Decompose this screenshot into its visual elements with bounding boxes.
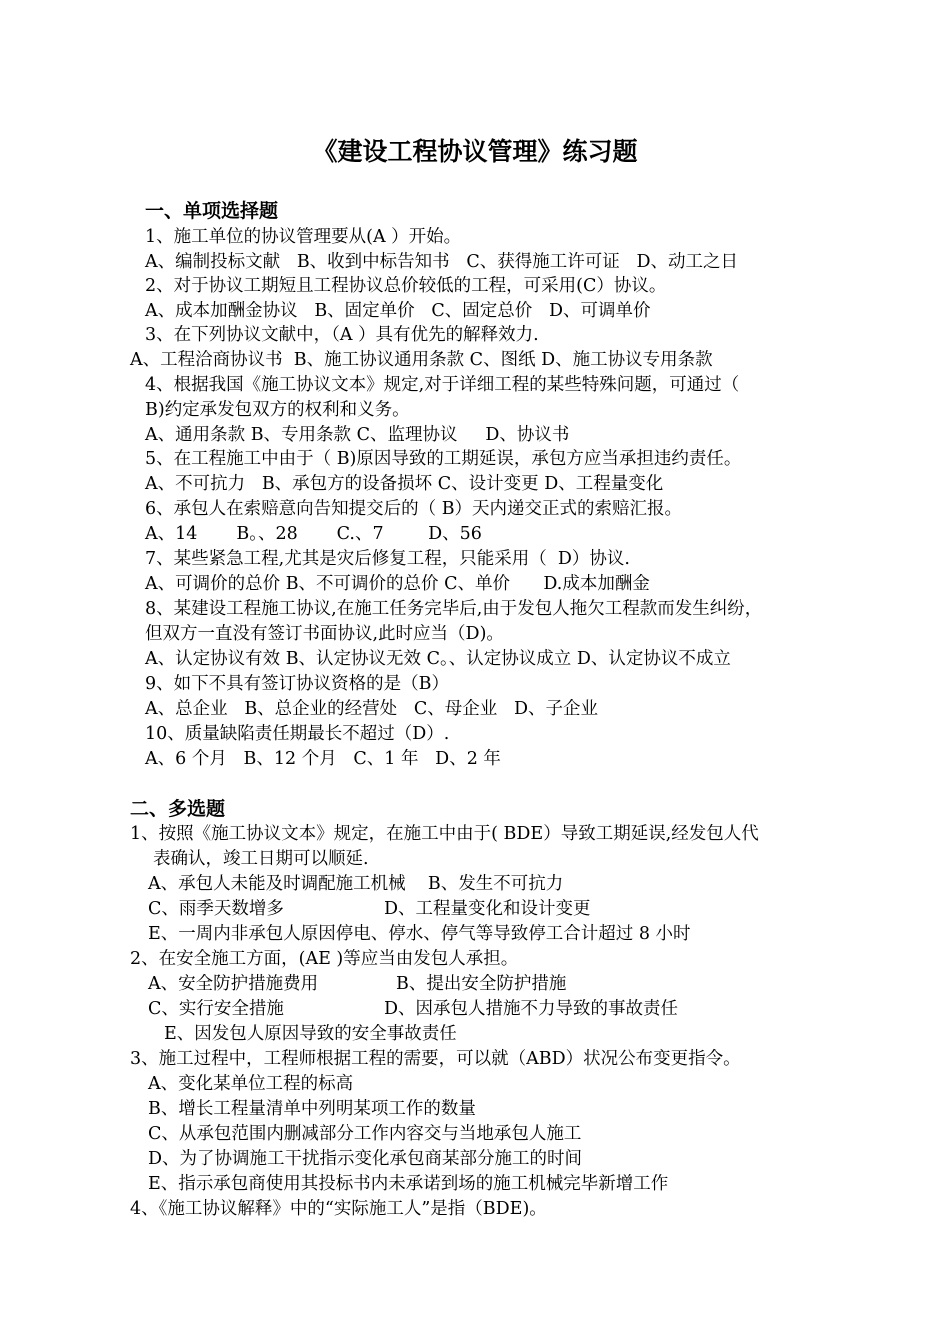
options-line: A、认定协议有效 B、认定协议无效 C。、认定协议成立 D、认定协议不成立 (145, 649, 731, 669)
options-line: B、增长工程量清单中列明某项工作的数量 (148, 1099, 476, 1119)
question-line: 2、在安全施工方面，(AE )等应当由发包人承担。 (130, 949, 519, 969)
question-line: 1、施工单位的协议管理要从(A ）开始。 (145, 227, 462, 247)
options-line: A、可调价的总价 B、不可调价的总价 C、单价 D.成本加酬金 (145, 574, 650, 594)
options-line: A、6 个月 B、12 个月 C、1 年 D、2 年 (145, 749, 501, 769)
options-line: E、指示承包商使用其投标书内未承诺到场的施工机械完毕新增工作 (148, 1174, 669, 1194)
question-line: 6、承包人在索赔意向告知提交后的（ B）天内递交正式的索赔汇报。 (145, 499, 683, 519)
options-line: D、为了协调施工干扰指示变化承包商某部分施工的时间 (148, 1149, 583, 1169)
options-line: E、一周内非承包人原因停电、停水、停气等导致停工合计超过 8 小时 (148, 924, 691, 944)
options-line: C、雨季天数增多 D、工程量变化和设计变更 (148, 899, 591, 919)
options-line: A、成本加酬金协议 B、固定单价 C、固定总价 D、可调单价 (145, 301, 651, 321)
question-line: 2、对于协议工期短且工程协议总价较低的工程，可采用(C）协议。 (145, 276, 667, 296)
question-line-continued: 表确认，竣工日期可以顺延. (153, 849, 369, 869)
question-line: 3、在下列协议文献中，（A ）具有优先的解释效力. (145, 325, 539, 345)
options-line: C、从承包范围内删减部分工作内容交与当地承包人施工 (148, 1124, 582, 1144)
section-heading-multiple-choice: 二、多选题 (130, 798, 226, 820)
question-line: 4、《施工协议解释》中的“实际施工人”是指（BDE)。 (130, 1199, 547, 1219)
question-line: 9、如下不具有签订协议资格的是（B） (145, 674, 449, 694)
question-line: 8、某建设工程施工协议,在施工任务完毕后,由于发包人拖欠工程款而发生纠纷， (145, 599, 763, 619)
options-line: A、承包人未能及时调配施工机械 B、发生不可抗力 (148, 874, 564, 894)
question-line-continued: B)约定承发包双方的权利和义务。 (145, 400, 410, 420)
options-line: A、总企业 B、总企业的经营处 C、母企业 D、子企业 (145, 699, 598, 719)
options-line: A、编制投标文献 B、收到中标告知书 C、获得施工许可证 D、动工之日 (145, 252, 738, 272)
options-line: A、工程洽商协议书 B、施工协议通用条款 C、图纸 D、施工协议专用条款 (130, 350, 713, 370)
options-line: A、14 B。、28 C.、7 D、56 (145, 524, 482, 544)
question-line: 4、根据我国《施工协议文本》规定,对于详细工程的某些特殊问题，可通过（ (145, 375, 740, 395)
options-line: A、变化某单位工程的标高 (148, 1074, 354, 1094)
question-line-continued: 但双方一直没有签订书面协议,此时应当（D)。 (145, 624, 504, 644)
options-line: C、实行安全措施 D、因承包人措施不力导致的事故责任 (148, 999, 679, 1019)
question-line: 1、按照《施工协议文本》规定，在施工中由于( BDE）导致工期延误,经发包人代 (130, 824, 759, 844)
section-heading-single-choice: 一、单项选择题 (145, 200, 279, 222)
options-line: A、安全防护措施费用 B、提出安全防护措施 (148, 974, 567, 994)
question-line: 5、在工程施工中由于（ B)原因导致的工期延误，承包方应当承担违约责任。 (145, 449, 742, 469)
options-line: E、因发包人原因导致的安全事故责任 (164, 1024, 457, 1044)
options-line: A、不可抗力 B、承包方的设备损坏 C、设计变更 D、工程量变化 (145, 474, 664, 494)
question-line: 3、施工过程中，工程师根据工程的需要，可以就（ABD）状况公布变更指令。 (130, 1049, 741, 1069)
options-line: A、通用条款 B、专用条款 C、监理协议 D、协议书 (145, 425, 570, 445)
question-line: 10、质量缺陷责任期最长不超过（D）. (145, 724, 450, 744)
question-line: 7、某些紧急工程,尤其是灾后修复工程，只能采用（ D）协议. (145, 549, 630, 569)
document-title: 《建设工程协议管理》练习题 (312, 137, 638, 166)
